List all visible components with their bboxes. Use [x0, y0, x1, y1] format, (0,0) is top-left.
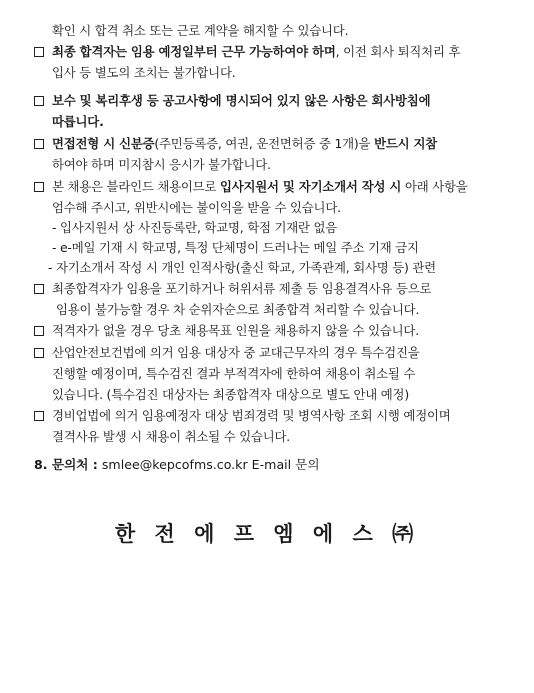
notice-item-4	[52, 178, 468, 196]
notice-line: 결격사유 발생 시 채용이 취소될 수 있습니다.	[52, 429, 291, 444]
checkbox-icon	[34, 411, 44, 421]
notice-item-7: 산업안전보건법에 의거 임용 대상자 중 교대근무자의 경우 특수검진을	[52, 345, 420, 360]
notice-text: (주민등록증, 여권, 운전면허증 중 1개)을	[154, 136, 375, 151]
company-name: 한 전 에 프 엠 에 스 ㈜	[114, 521, 420, 546]
notice-subitem: - e-메일 기재 시 학교명, 특정 단체명이 드러나는 메일 주소 기재 금지	[52, 240, 419, 255]
notice-item-3	[52, 135, 437, 153]
contact-email: smlee@kepcofms.co.kr	[101, 457, 248, 472]
checkbox-icon	[34, 284, 44, 294]
notice-subitem: - 입사지원서 상 사진등록란, 학교명, 학점 기재란 없음	[52, 220, 338, 235]
notice-text: , 이전 회사 퇴직처리 후	[335, 44, 461, 59]
notice-line: 있습니다. (특수검진 대상자는 최종합격자 대상으로 별도 안내 예정)	[52, 387, 409, 402]
notice-line: 임용이 불가능할 경우 차 순위자순으로 최종합격 처리할 수 있습니다.	[56, 302, 420, 317]
checkbox-icon	[34, 182, 44, 192]
checkbox-icon	[34, 326, 44, 336]
notice-text: 본 채용은 블라인드 채용이므로	[52, 179, 220, 194]
notice-emphasis: 최종 합격자는 임용 예정일부터 근무 가능하여야 하며	[52, 44, 336, 59]
notice-line: 진행할 예정이며, 특수검진 결과 부적격자에 한하여 채용이 취소될 수	[52, 366, 416, 381]
notice-line: 엄수해 주시고, 위반시에는 불이익을 받을 수 있습니다.	[52, 200, 341, 215]
notice-item-2: 보수 및 복리후생 등 공고사항에 명시되어 있지 않은 사항은 회사방침에	[52, 93, 431, 108]
notice-line: 확인 시 합격 취소 또는 근로 계약을 해지할 수 있습니다.	[52, 23, 349, 38]
notice-line: 하여야 하며 미지참시 응시가 불가합니다.	[52, 157, 271, 172]
notice-item-6: 적격자가 없을 경우 당초 채용목표 인원을 채용하지 않을 수 있습니다.	[52, 323, 419, 338]
notice-subitem: - 자기소개서 작성 시 개인 인적사항(출신 학교, 가족관계, 회사명 등) 관련	[48, 260, 436, 275]
notice-line: 입사 등 별도의 조치는 불가합니다.	[52, 65, 236, 80]
notice-emphasis: 면접전형 시 신분증	[52, 136, 155, 151]
contact-suffix: E-mail 문의	[251, 457, 320, 472]
notice-item-5: 최종합격자가 임용을 포기하거나 허위서류 제출 등 임용결격사유 등으로	[52, 281, 432, 296]
checkbox-icon	[34, 139, 44, 149]
notice-text: 아래 사항을	[401, 179, 468, 194]
notice-emphasis: 입사지원서 및 자기소개서 작성 시	[219, 179, 402, 194]
notice-item-8: 경비업법에 의거 임용예정자 대상 범죄경력 및 병역사항 조회 시행 예정이며	[52, 408, 451, 423]
checkbox-icon	[34, 348, 44, 358]
contact-label: 8. 문의처 :	[34, 457, 98, 472]
contact-line	[34, 454, 320, 473]
checkbox-icon	[34, 47, 44, 57]
notice-emphasis: 반드시 지참	[374, 136, 438, 151]
notice-line: 따릅니다.	[52, 114, 104, 129]
notice-item-1	[52, 43, 460, 61]
checkbox-icon	[34, 96, 44, 106]
